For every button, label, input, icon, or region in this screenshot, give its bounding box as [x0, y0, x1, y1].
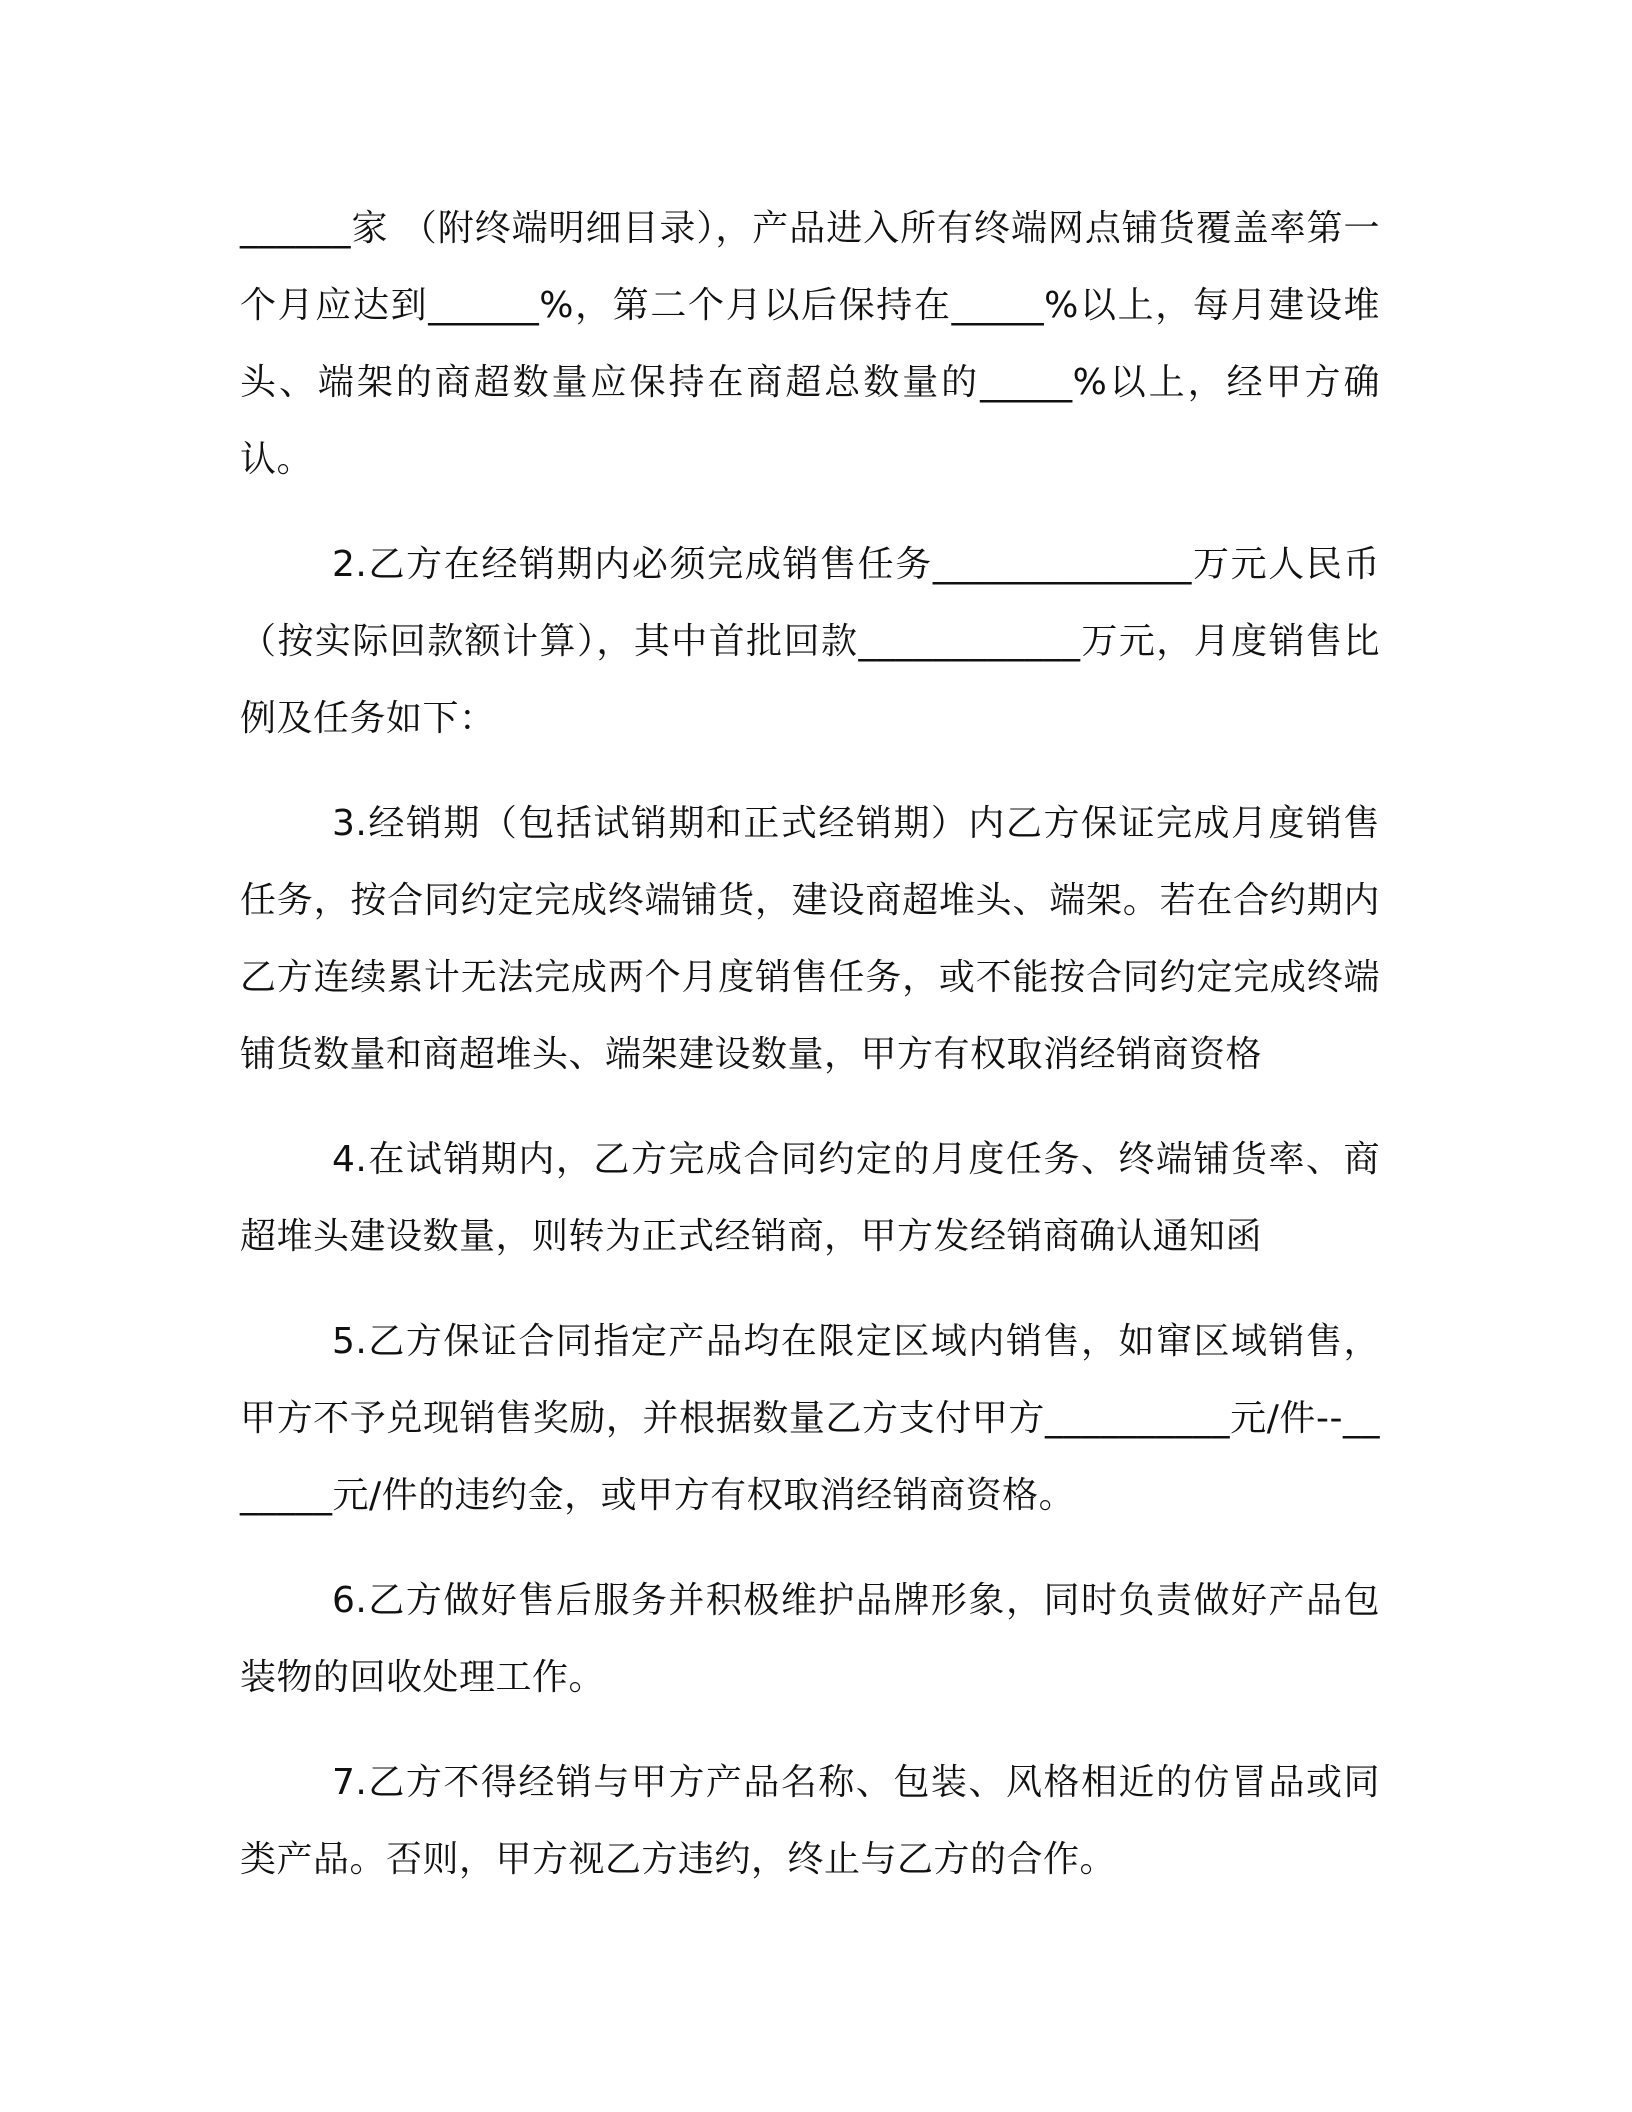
- paragraph-coverage: ______家 （附终端明细目录），产品进入所有终端网点铺货覆盖率第一个月应达到______%，第二个月以后保持在_____%以上，每月建设堆头、端架的商超数量应保持在商超总数量的_____%以上，经甲方确认。: [240, 208, 1380, 480]
- paragraph-clause-2: 2.乙方在经销期内必须完成销售任务______________万元人民币（按实际回款额计算），其中首批回款____________万元，月度销售比例及任务如下：: [240, 544, 1380, 739]
- paragraph-clause-5: 5.乙方保证合同指定产品均在限定区域内销售，如窜区域销售，甲方不予兑现销售奖励，并根据数量乙方支付甲方__________元/件--_______元/件的违约金，或甲方有权取消经销商资格。: [240, 1321, 1380, 1516]
- paragraph-clause-6: 6.乙方做好售后服务并积极维护品牌形象，同时负责做好产品包装物的回收处理工作。: [240, 1580, 1380, 1698]
- document-body: [240, 190, 1380, 1926]
- paragraph-clause-7: 7.乙方不得经销与甲方产品名称、包装、风格相近的仿冒品或同类产品。否则，甲方视乙方违约，终止与乙方的合作。: [240, 1762, 1380, 1880]
- paragraph-clause-3: 3.经销期（包括试销期和正式经销期）内乙方保证完成月度销售任务，按合同约定完成终端铺货，建设商超堆头、端架。若在合约期内乙方连续累计无法完成两个月度销售任务，或不能按合同约定完成终端铺货数量和商超堆头、端架建设数量，甲方有权取消经销商资格: [240, 803, 1380, 1075]
- paragraph-clause-4: 4.在试销期内，乙方完成合同约定的月度任务、终端铺货率、商超堆头建设数量，则转为正式经销商，甲方发经销商确认通知函: [240, 1139, 1380, 1257]
